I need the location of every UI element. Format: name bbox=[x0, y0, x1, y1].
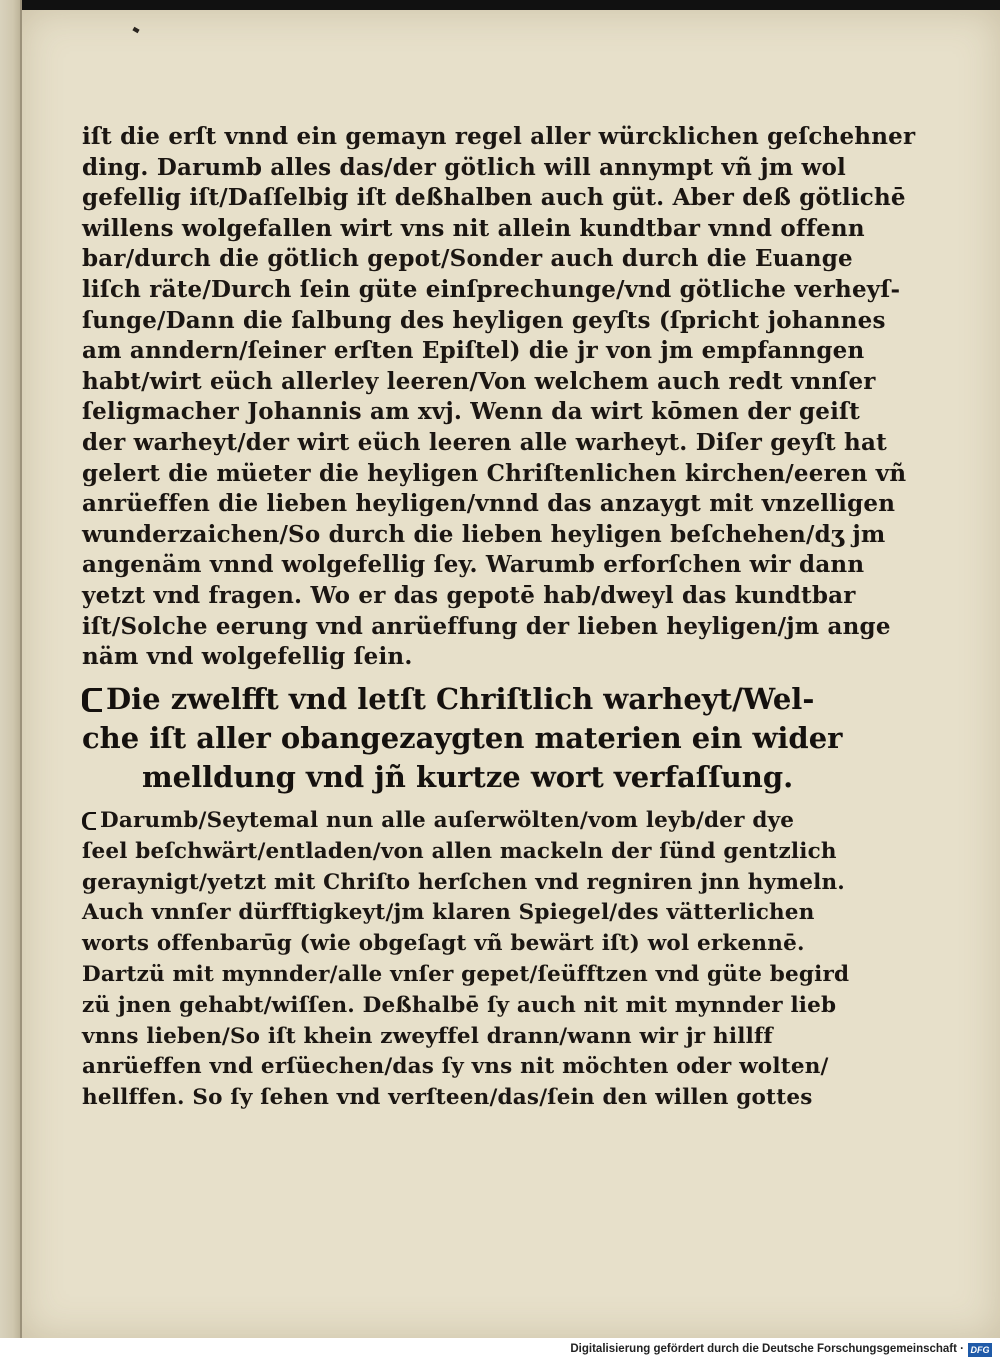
text-line: willens wolgefallen wirt vns nit allein kundtbar vnnd offenn bbox=[82, 214, 865, 242]
text-line: iſt die erſt vnnd ein gemayn regel aller würcklichen geſchehner bbox=[82, 123, 916, 150]
dfg-logo-icon: DFG bbox=[968, 1343, 992, 1357]
paragraph-mark-icon bbox=[82, 812, 96, 830]
funding-note: Digitalisierung gefördert durch die Deutsche Forschungsgemeinschaft · bbox=[570, 1343, 964, 1355]
text-line: ſunge/Dann die ſalbung des heyligen geyſts (ſpricht johannes bbox=[82, 306, 886, 334]
text-line: iſt/Solche eerung vnd anrüeffung der lieben heyligen/jm ange bbox=[82, 612, 891, 640]
heading-line: Die zwelfft vnd letſt Chriſtlich warheyt/Wel- bbox=[106, 682, 815, 716]
text-line: Auch vnnſer dürfftigkeyt/jm klaren Spiegel/des vätterlichen bbox=[82, 900, 815, 926]
text-line: wunderzaichen/So durch die lieben heyligen beſchehen/dʒ jm bbox=[82, 520, 886, 548]
text-line: am anndern/ſeiner erſten Epiſtel) die jr von jm empfanngen bbox=[82, 337, 865, 365]
text-line: zü jnen gehabt/wiſſen. Deßhalbē ſy auch nit mit mynnder lieb bbox=[82, 992, 837, 1018]
text-line: hellffen. So ſy ſehen vnd verſteen/das/ſein den willen gottes bbox=[82, 1085, 813, 1111]
text-line: Dartzü mit mynnder/alle vnſer gepet/ſeüfftzen vnd güte begird bbox=[82, 961, 850, 987]
text-line: ding. Darumb alles das/der götlich will annympt vñ jm wol bbox=[82, 153, 846, 181]
text-line: yetzt vnd fragen. Wo er das gepotē hab/dweyl das kundtbar bbox=[82, 581, 856, 609]
text-line: gelert die müeter die heyligen Chriſtenlichen kirchen/eeren vñ bbox=[82, 459, 907, 487]
heading-line: melldung vnd jñ kurtze wort verfaſſung. bbox=[142, 760, 794, 794]
body-text bbox=[82, 122, 916, 673]
text-line: habt/wirt eüch allerley leeren/Von welchem auch redt vnnſer bbox=[82, 367, 876, 395]
text-line: vnns lieben/So iſt khein zweyffel drann/wann wir jr hillff bbox=[82, 1023, 773, 1049]
body-text-2 bbox=[82, 806, 850, 1114]
text-line: ſeligmacher Johannis am xvj. Wenn da wirt kōmen der geiſt bbox=[82, 398, 860, 426]
text-line: anrüeffen die lieben heyligen/vnnd das anzaygt mit vnzelligen bbox=[82, 490, 896, 518]
page-edge bbox=[0, 0, 22, 1338]
top-border bbox=[0, 0, 1000, 10]
text-line: bar/durch die götlich gepot/Sonder auch durch die Euange bbox=[82, 245, 853, 273]
text-line: gefellig iſt/Daſſelbig iſt deßhalben auch güt. Aber deß götlichē bbox=[82, 184, 906, 212]
text-line: anrüeffen vnd erſüechen/das ſy vns nit möchten oder wolten/ bbox=[82, 1054, 829, 1080]
text-line: angenäm vnnd wolgefellig ſey. Warumb erforſchen wir dann bbox=[82, 551, 865, 579]
text-line: liſch räte/Durch ſein güte einſprechunge/vnd götliche verheyſ- bbox=[82, 275, 901, 303]
book-page bbox=[22, 10, 1000, 1338]
text-line: worts offenbarūg (wie obgeſagt vñ bewärt iſt) wol erkennē. bbox=[82, 931, 805, 957]
text-line: ſeel beſchwärt/entladen/von allen mackeln der ſünd gentzlich bbox=[82, 838, 837, 864]
ink-speck bbox=[132, 27, 139, 33]
text-line: Darumb/Seytemal nun alle auſerwölten/vom leyb/der dye bbox=[100, 808, 795, 833]
footer-bar bbox=[0, 1338, 1000, 1362]
section-heading bbox=[82, 680, 843, 797]
text-line: näm vnd wolgefellig ſein. bbox=[82, 643, 413, 671]
text-line: geraynigt/yetzt mit Chriſto herſchen vnd regniren jnn hymeln. bbox=[82, 869, 845, 895]
text-line: der warheyt/der wirt eüch leeren alle warheyt. Diſer geyſt hat bbox=[82, 428, 887, 456]
paragraph-mark-icon bbox=[82, 688, 102, 712]
heading-line: che iſt aller obangezaygten materien ein wider bbox=[82, 721, 843, 755]
